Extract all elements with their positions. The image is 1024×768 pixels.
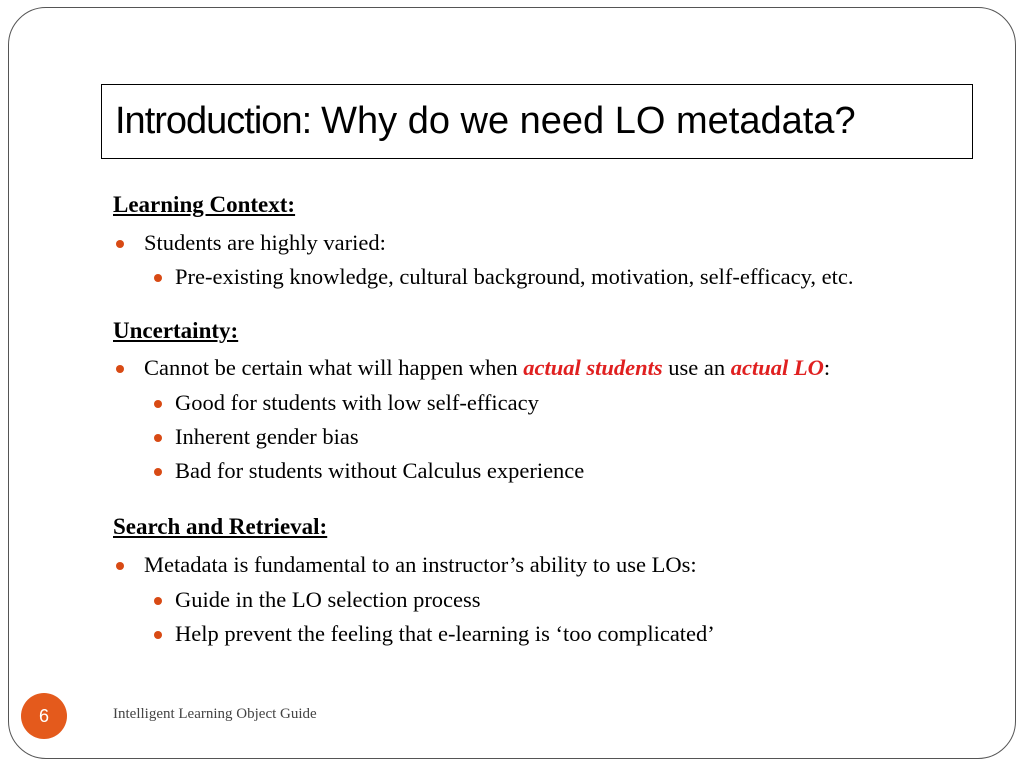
bullet-text-part: Cannot be certain what will happen when (144, 355, 518, 380)
bullet-icon (116, 365, 124, 373)
footer-text: Intelligent Learning Object Guide (113, 706, 317, 722)
bullet-text: Guide in the LO selection process (175, 587, 481, 612)
section-heading-learning-context: Learning Context: (113, 192, 296, 217)
emphasis-actual-students: actual students (523, 355, 663, 380)
sub-bullet-item (175, 390, 539, 416)
section-heading-uncertainty: Uncertainty: (113, 318, 239, 343)
bullet-icon (116, 562, 124, 570)
bullet-text: Inherent gender bias (175, 424, 359, 449)
section-heading-search-retrieval: Search and Retrieval: (113, 514, 328, 539)
bullet-text: Pre-existing knowledge, cultural background, motivation, self-efficacy, etc. (175, 264, 854, 289)
sub-bullet-item (175, 621, 715, 647)
bullet-item (144, 552, 697, 578)
bullet-icon (154, 434, 162, 442)
bullet-text-part: : (823, 355, 831, 380)
bullet-icon (154, 274, 162, 282)
emphasis-actual-lo: actual LO (730, 355, 824, 380)
bullet-icon (154, 468, 162, 476)
sub-bullet-item (175, 424, 359, 450)
title-rest: Why do we need LO metadata? (321, 100, 856, 142)
bullet-text: Help prevent the feeling that e-learning is ‘too complicated’ (175, 621, 715, 646)
bullet-icon (116, 240, 124, 248)
page-number-badge: 6 (21, 693, 67, 739)
title-lead: Introduction: (115, 100, 312, 142)
sub-bullet-item (175, 587, 481, 613)
bullet-item (144, 230, 386, 256)
bullet-text: Students are highly varied: (144, 230, 386, 255)
bullet-item (144, 355, 830, 381)
sub-bullet-item (175, 458, 584, 484)
bullet-icon (154, 400, 162, 408)
bullet-icon (154, 631, 162, 639)
sub-bullet-item (175, 264, 854, 290)
bullet-icon (154, 597, 162, 605)
bullet-text-part: use an (668, 355, 726, 380)
bullet-text: Metadata is fundamental to an instructor’s ability to use LOs: (144, 552, 697, 577)
bullet-text: Bad for students without Calculus experience (175, 458, 585, 483)
bullet-text: Good for students with low self-efficacy (175, 390, 539, 415)
